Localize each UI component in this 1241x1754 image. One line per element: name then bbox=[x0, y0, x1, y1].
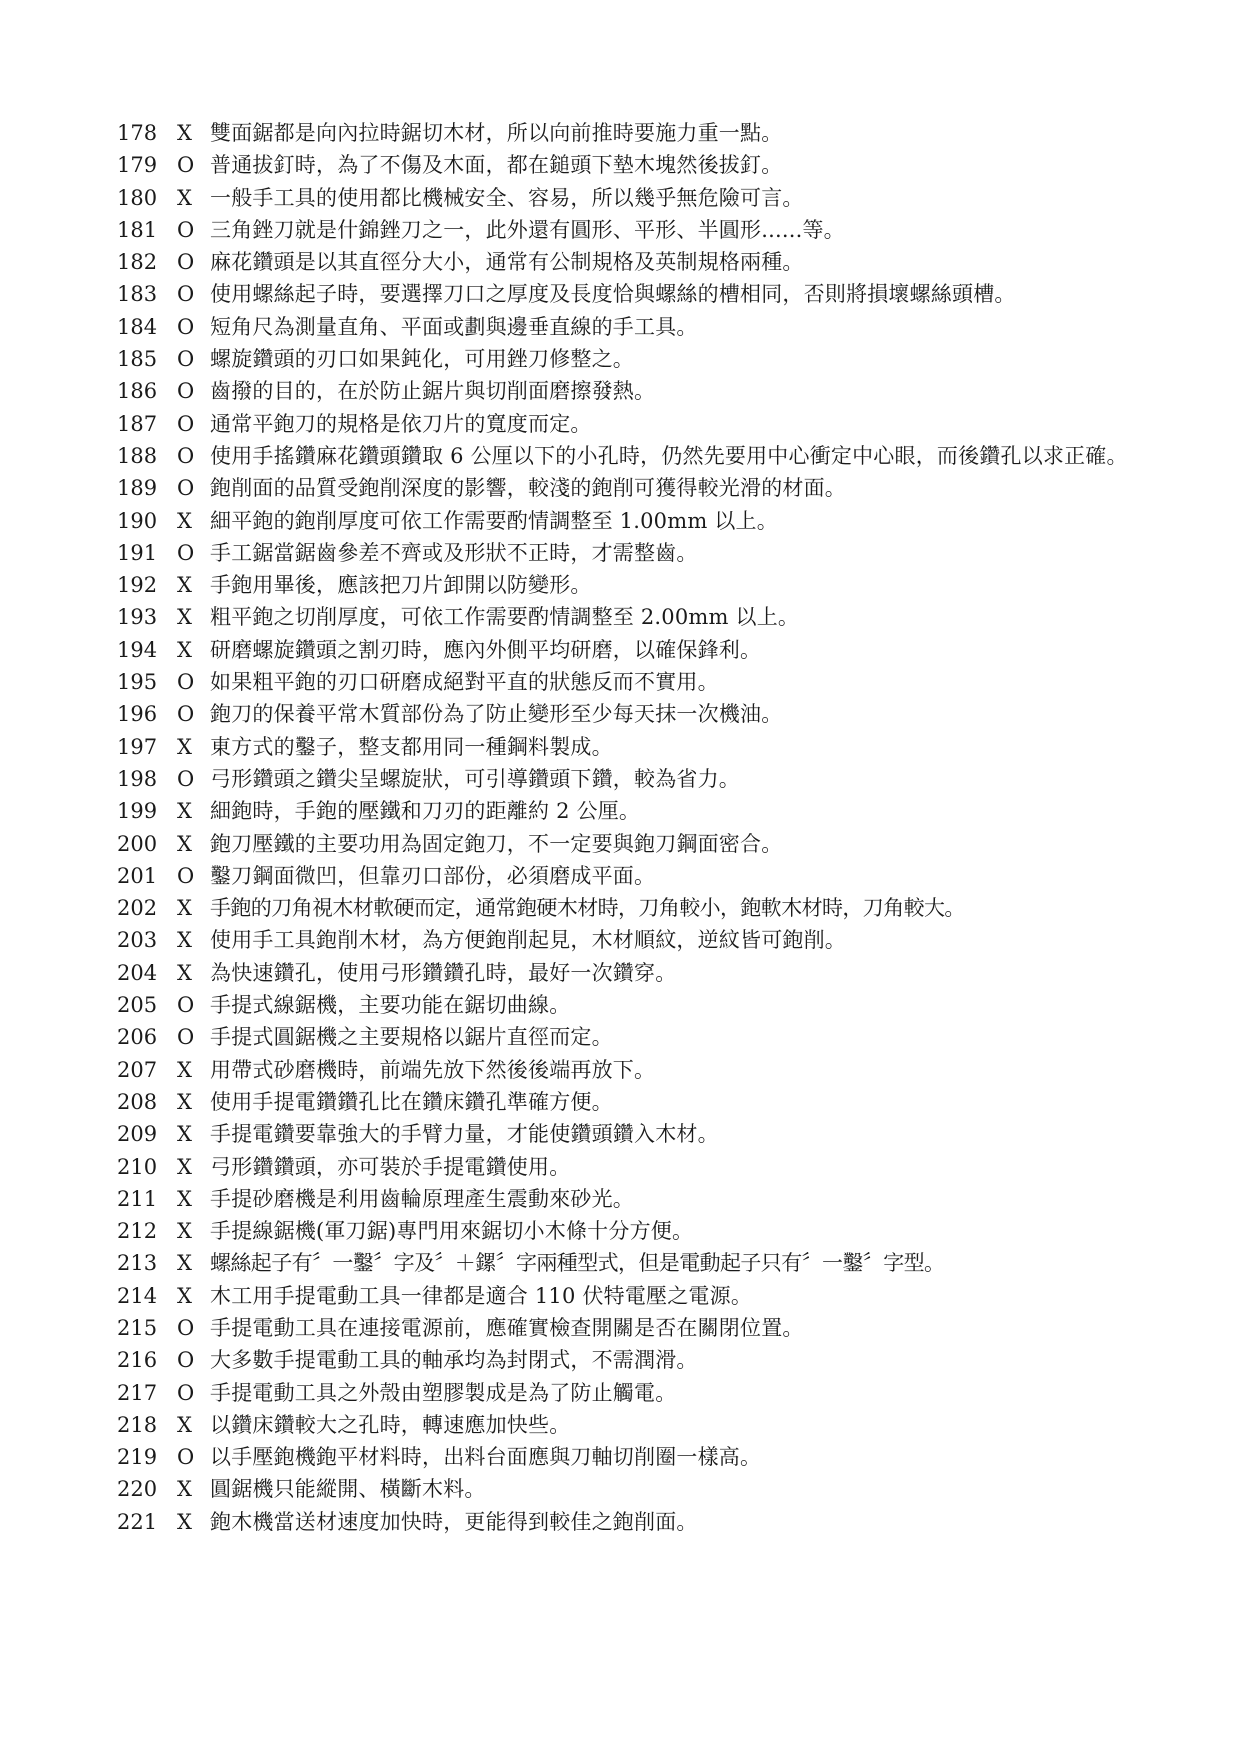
answer-mark: X bbox=[177, 734, 192, 759]
question-item bbox=[117, 1118, 1237, 1150]
answer-mark: X bbox=[177, 1089, 192, 1114]
answer-mark: O bbox=[177, 1445, 195, 1470]
answer-mark: X bbox=[177, 799, 192, 824]
question-text: 鑿刀鋼面微凹，但靠刃口部份，必須磨成平面。 bbox=[210, 863, 656, 888]
question-text: 使用手搖鑽麻花鑽頭鑽取 6 公厘以下的小孔時，仍然先要用中心衝定中心眼，而後鑽孔以求正確。 bbox=[210, 443, 1128, 468]
question-item bbox=[117, 989, 1237, 1021]
answer-mark: X bbox=[177, 508, 192, 533]
answer-mark: X bbox=[177, 1122, 192, 1147]
question-number: 188 bbox=[117, 443, 158, 468]
question-item bbox=[117, 795, 1237, 827]
question-item bbox=[117, 1409, 1237, 1441]
answer-mark: O bbox=[177, 1380, 195, 1405]
question-text: 粗平鉋之切削厚度，可依工作需要酌情調整至 2.00mm 以上。 bbox=[210, 605, 800, 630]
answer-mark: O bbox=[177, 153, 195, 178]
question-number: 208 bbox=[117, 1089, 158, 1114]
question-number: 210 bbox=[117, 1154, 158, 1179]
answer-mark: O bbox=[177, 993, 195, 1018]
question-text: 大多數手提電動工具的軸承均為封閉式，不需潤滑。 bbox=[210, 1348, 698, 1373]
question-item bbox=[117, 569, 1237, 601]
question-item bbox=[117, 860, 1237, 892]
question-text: 麻花鑽頭是以其直徑分大小，通常有公制規格及英制規格兩種。 bbox=[210, 250, 804, 275]
answer-mark: X bbox=[177, 1509, 192, 1534]
question-number: 215 bbox=[117, 1315, 158, 1340]
question-item bbox=[117, 763, 1237, 795]
question-number: 204 bbox=[117, 960, 158, 985]
question-text: 研磨螺旋鑽頭之割刃時，應內外側平均研磨，以確保鋒利。 bbox=[210, 637, 762, 662]
question-item bbox=[117, 278, 1237, 310]
question-text: 螺旋鑽頭的刃口如果鈍化，可用銼刀修整之。 bbox=[210, 347, 634, 372]
question-text: 以鑽床鑽較大之孔時，轉速應加快些。 bbox=[210, 1412, 571, 1437]
question-text: 為快速鑽孔，使用弓形鑽鑽孔時，最好一次鑽穿。 bbox=[210, 960, 677, 985]
question-text: 鉋刀壓鐵的主要功用為固定鉋刀，不一定要與鉋刀鋼面密合。 bbox=[210, 831, 783, 856]
answer-mark: X bbox=[177, 1477, 192, 1502]
question-item bbox=[117, 1377, 1237, 1409]
question-number: 216 bbox=[117, 1348, 158, 1373]
question-item bbox=[117, 1312, 1237, 1344]
question-number: 217 bbox=[117, 1380, 158, 1405]
question-item bbox=[117, 214, 1237, 246]
question-item bbox=[117, 924, 1237, 956]
answer-mark: X bbox=[177, 1186, 192, 1211]
question-text: 弓形鑽鑽頭，亦可裝於手提電鑽使用。 bbox=[210, 1154, 571, 1179]
question-text: 通常平鉋刀的規格是依刀片的寬度而定。 bbox=[210, 411, 592, 436]
question-text: 東方式的鑿子，整支都用同一種鋼料製成。 bbox=[210, 734, 613, 759]
question-number: 202 bbox=[117, 896, 158, 921]
answer-mark: O bbox=[177, 443, 195, 468]
answer-mark: X bbox=[177, 573, 192, 598]
answer-mark: X bbox=[177, 1219, 192, 1244]
answer-mark: X bbox=[177, 1154, 192, 1179]
question-item bbox=[117, 408, 1237, 440]
question-text: 手提線鋸機(軍刀鋸)專門用來鋸切小木條十分方便。 bbox=[210, 1219, 694, 1244]
answer-mark: O bbox=[177, 702, 195, 727]
question-number: 207 bbox=[117, 1057, 158, 1082]
question-item bbox=[117, 117, 1237, 149]
question-item bbox=[117, 828, 1237, 860]
question-text: 手提式線鋸機，主要功能在鋸切曲線。 bbox=[210, 993, 571, 1018]
question-number: 205 bbox=[117, 993, 158, 1018]
question-text: 弓形鑽頭之鑽尖呈螺旋狀，可引導鑽頭下鑽，較為省力。 bbox=[210, 766, 740, 791]
question-text: 鉋刀的保養平常木質部份為了防止變形至少每天抹一次機油。 bbox=[210, 702, 783, 727]
answer-mark: X bbox=[177, 1283, 192, 1308]
question-number: 206 bbox=[117, 1025, 158, 1050]
question-number: 186 bbox=[117, 379, 158, 404]
question-text: 手提式圓鋸機之主要規格以鋸片直徑而定。 bbox=[210, 1025, 613, 1050]
question-item bbox=[117, 1280, 1237, 1312]
question-number: 221 bbox=[117, 1509, 158, 1534]
question-text: 用帶式砂磨機時，前端先放下然後後端再放下。 bbox=[210, 1057, 656, 1082]
question-number: 192 bbox=[117, 573, 158, 598]
answer-mark: O bbox=[177, 1315, 195, 1340]
answer-mark: O bbox=[177, 250, 195, 275]
question-item bbox=[117, 698, 1237, 730]
answer-mark: O bbox=[177, 670, 195, 695]
question-number: 218 bbox=[117, 1412, 158, 1437]
answer-mark: O bbox=[177, 379, 195, 404]
question-number: 199 bbox=[117, 799, 158, 824]
question-text: 使用手提電鑽鑽孔比在鑽床鑽孔準確方便。 bbox=[210, 1089, 613, 1114]
question-item bbox=[117, 375, 1237, 407]
question-number: 195 bbox=[117, 670, 158, 695]
answer-mark: O bbox=[177, 347, 195, 372]
answer-mark: X bbox=[177, 121, 192, 145]
answer-mark: O bbox=[177, 863, 195, 888]
question-number: 201 bbox=[117, 863, 158, 888]
question-text: 手提電動工具之外殼由塑膠製成是為了防止觸電。 bbox=[210, 1380, 677, 1405]
question-number: 178 bbox=[117, 121, 158, 145]
question-item bbox=[117, 1021, 1237, 1053]
question-number: 179 bbox=[117, 153, 158, 178]
question-text: 如果粗平鉋的刃口研磨成絕對平直的狀態反而不實用。 bbox=[210, 670, 719, 695]
question-number: 200 bbox=[117, 831, 158, 856]
answer-mark: O bbox=[177, 1025, 195, 1050]
question-number: 193 bbox=[117, 605, 158, 630]
question-item bbox=[117, 634, 1237, 666]
question-item bbox=[117, 892, 1237, 924]
answer-mark: O bbox=[177, 314, 195, 339]
question-item bbox=[117, 505, 1237, 537]
question-number: 219 bbox=[117, 1445, 158, 1470]
question-number: 197 bbox=[117, 734, 158, 759]
question-number: 182 bbox=[117, 250, 158, 275]
question-item bbox=[117, 1054, 1237, 1086]
question-number: 180 bbox=[117, 185, 158, 210]
answer-mark: O bbox=[177, 1348, 195, 1373]
question-text: 木工用手提電動工具一律都是適合 110 伏特電壓之電源。 bbox=[210, 1283, 753, 1308]
question-number: 187 bbox=[117, 411, 158, 436]
answer-mark: O bbox=[177, 217, 195, 242]
question-text: 以手壓鉋機鉋平材料時，出料台面應與刀軸切削圈一樣高。 bbox=[210, 1445, 762, 1470]
question-number: 194 bbox=[117, 637, 158, 662]
answer-mark: X bbox=[177, 605, 192, 630]
question-text: 手提砂磨機是利用齒輪原理產生震動來砂光。 bbox=[210, 1186, 634, 1211]
question-text: 鉋削面的品質受鉋削深度的影響，較淺的鉋削可獲得較光滑的材面。 bbox=[210, 476, 846, 501]
question-item bbox=[117, 957, 1237, 989]
question-number: 190 bbox=[117, 508, 158, 533]
question-text: 圓鋸機只能縱開、橫斷木料。 bbox=[210, 1477, 486, 1502]
question-text: 使用螺絲起子時，要選擇刀口之厚度及長度恰與螺絲的槽相同，否則將損壞螺絲頭槽。 bbox=[210, 282, 1016, 307]
question-number: 189 bbox=[117, 476, 158, 501]
question-item bbox=[117, 1215, 1237, 1247]
question-number: 196 bbox=[117, 702, 158, 727]
question-text: 短角尺為測量直角、平面或劃與邊垂直線的手工具。 bbox=[210, 314, 698, 339]
question-number: 211 bbox=[117, 1186, 158, 1211]
answer-mark: O bbox=[177, 282, 195, 307]
question-item bbox=[117, 343, 1237, 375]
question-item bbox=[117, 1086, 1237, 1118]
question-item bbox=[117, 1473, 1237, 1505]
question-item bbox=[117, 182, 1237, 214]
answer-mark: O bbox=[177, 540, 195, 565]
question-text: 三角銼刀就是什錦銼刀之一，此外還有圓形、平形、半圓形......等。 bbox=[210, 217, 845, 242]
question-item bbox=[117, 1183, 1237, 1215]
question-item bbox=[117, 246, 1237, 278]
answer-mark: X bbox=[177, 637, 192, 662]
question-item bbox=[117, 1506, 1237, 1538]
question-item bbox=[117, 601, 1237, 633]
answer-mark: O bbox=[177, 476, 195, 501]
answer-mark: O bbox=[177, 766, 195, 791]
question-item bbox=[117, 1441, 1237, 1473]
question-item bbox=[117, 440, 1237, 472]
answer-mark: X bbox=[177, 960, 192, 985]
question-number: 185 bbox=[117, 347, 158, 372]
question-item bbox=[117, 149, 1237, 181]
answer-mark: X bbox=[177, 896, 192, 921]
question-item bbox=[117, 666, 1237, 698]
question-text: 齒撥的目的，在於防止鋸片與切削面磨擦發熱。 bbox=[210, 379, 656, 404]
question-item bbox=[117, 537, 1237, 569]
question-item bbox=[117, 1151, 1237, 1183]
question-text: 使用手工具鉋削木材，為方便鉋削起見，木材順紋，逆紋皆可鉋削。 bbox=[210, 928, 846, 953]
answer-mark: X bbox=[177, 928, 192, 953]
question-number: 213 bbox=[117, 1251, 158, 1276]
question-item bbox=[117, 311, 1237, 343]
question-number: 183 bbox=[117, 282, 158, 307]
question-number: 181 bbox=[117, 217, 158, 242]
question-text: 細平鉋的鉋削厚度可依工作需要酌情調整至 1.00mm 以上。 bbox=[210, 508, 778, 533]
question-number: 203 bbox=[117, 928, 158, 953]
question-number: 212 bbox=[117, 1219, 158, 1244]
question-text: 手鉋的刀角視木材軟硬而定，通常鉋硬木材時，刀角較小，鉋軟木材時，刀角較大。 bbox=[210, 896, 965, 921]
question-text: 手提電鑽要靠強大的手臂力量，才能使鑽頭鑽入木材。 bbox=[210, 1122, 719, 1147]
question-item bbox=[117, 731, 1237, 763]
question-text: 細鉋時，手鉋的壓鐵和刀刃的距離約 2 公厘。 bbox=[210, 799, 641, 824]
question-text: 手鉋用畢後，應該把刀片卸開以防變形。 bbox=[210, 573, 592, 598]
question-item bbox=[117, 1247, 1237, 1279]
answer-mark: X bbox=[177, 1412, 192, 1437]
question-text: 螺絲起子有〞一鑿〞字及〞＋鏍〞字兩種型式，但是電動起子只有〞一鑿〞字型。 bbox=[210, 1251, 945, 1276]
question-number: 198 bbox=[117, 766, 158, 791]
answer-mark: X bbox=[177, 185, 192, 210]
question-list bbox=[117, 117, 1237, 1538]
answer-mark: X bbox=[177, 1251, 192, 1276]
question-number: 214 bbox=[117, 1283, 158, 1308]
question-number: 209 bbox=[117, 1122, 158, 1147]
answer-mark: O bbox=[177, 411, 195, 436]
question-text: 一般手工具的使用都比機械安全、容易，所以幾乎無危險可言。 bbox=[210, 185, 804, 210]
question-number: 220 bbox=[117, 1477, 158, 1502]
question-text: 普通拔釘時，為了不傷及木面，都在鎚頭下墊木塊然後拔釘。 bbox=[210, 153, 783, 178]
question-text: 手工鋸當鋸齒參差不齊或及形狀不正時，才需整齒。 bbox=[210, 540, 698, 565]
answer-mark: X bbox=[177, 1057, 192, 1082]
question-text: 手提電動工具在連接電源前，應確實檢查開關是否在關閉位置。 bbox=[210, 1315, 804, 1340]
answer-mark: X bbox=[177, 831, 192, 856]
question-item bbox=[117, 472, 1237, 504]
question-item bbox=[117, 1344, 1237, 1376]
question-number: 184 bbox=[117, 314, 158, 339]
question-text: 鉋木機當送材速度加快時，更能得到較佳之鉋削面。 bbox=[210, 1509, 698, 1534]
question-number: 191 bbox=[117, 540, 158, 565]
question-text: 雙面鋸都是向內拉時鋸切木材，所以向前推時要施力重一點。 bbox=[210, 121, 783, 145]
